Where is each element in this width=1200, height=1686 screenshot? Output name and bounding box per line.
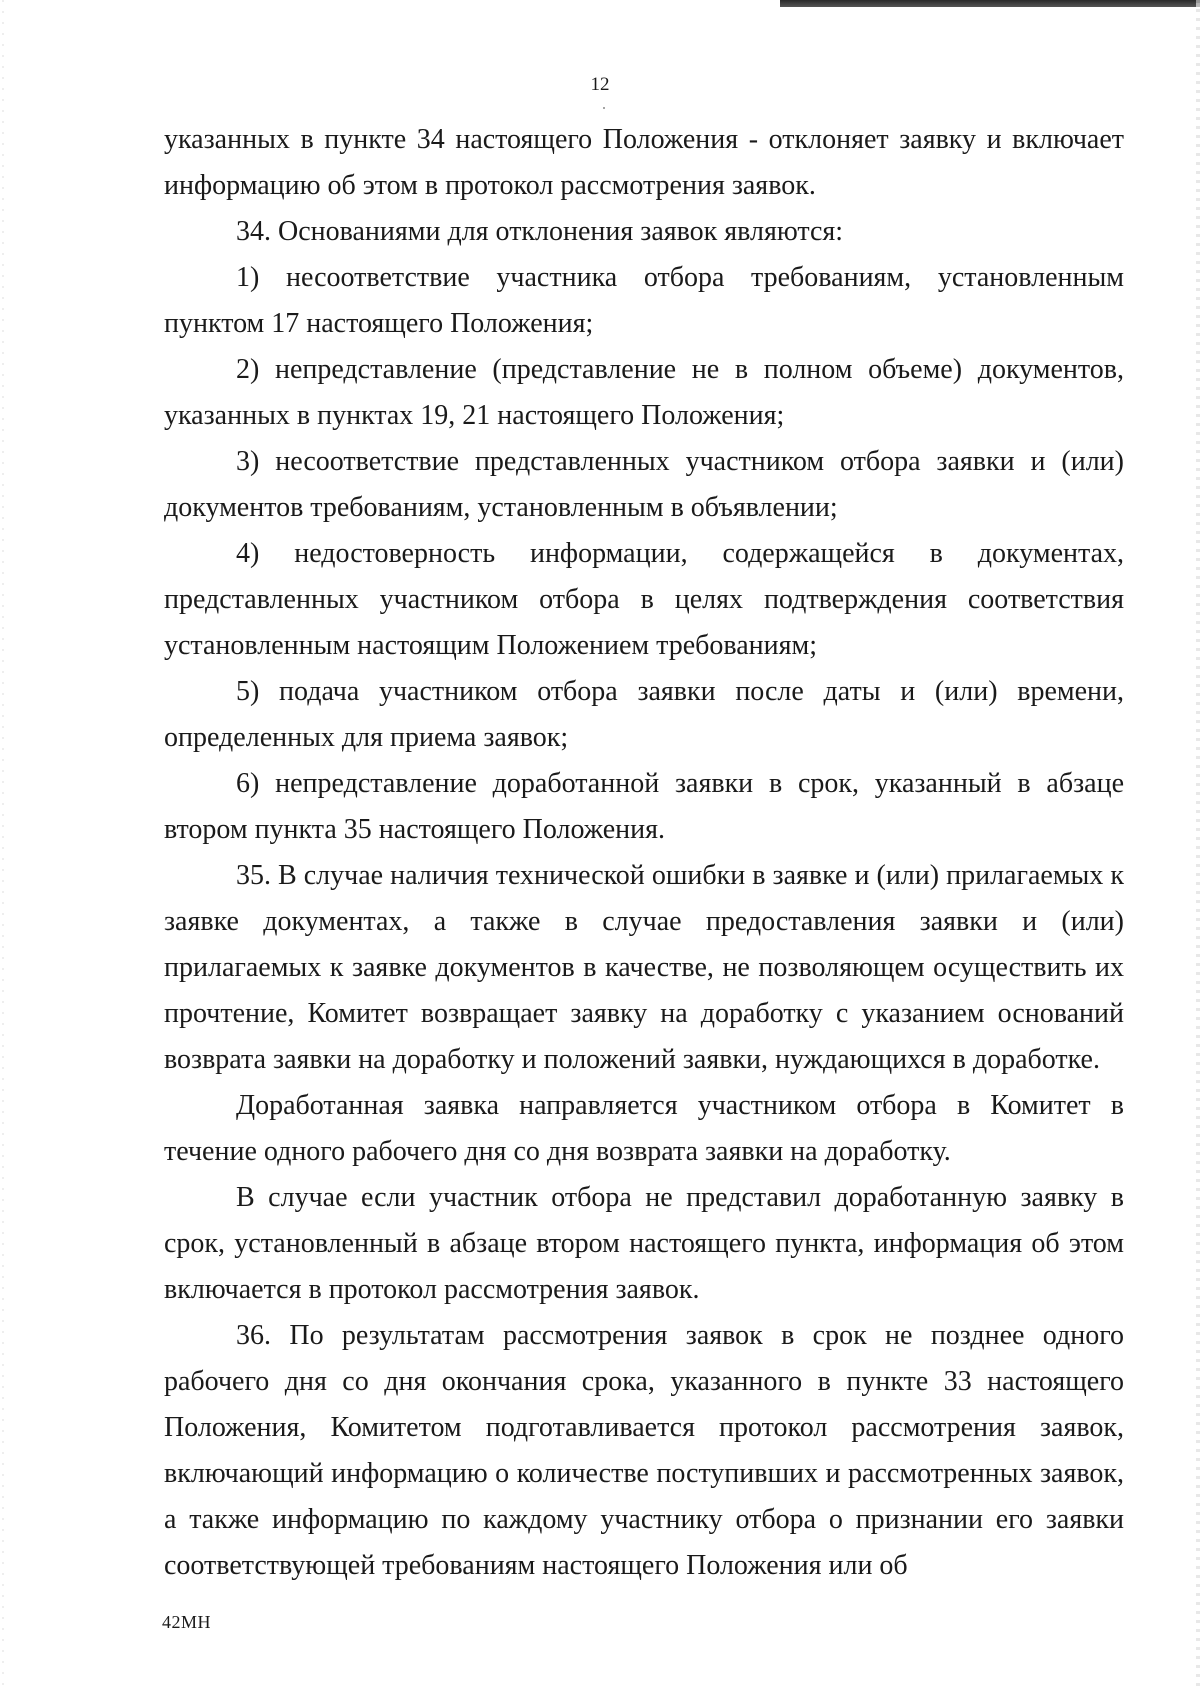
footer-code: 42МН <box>162 1612 212 1632</box>
paragraph: 34. Основаниями для отклонения заявок являются: <box>236 216 844 247</box>
paragraph: 3) несоответствие представленных участником отбора заявки и (или) документов требованиям, установленным в объявлении; <box>164 446 1124 523</box>
paragraph: 5) подача участником отбора заявки после даты и (или) времени, определенных для приема заявок; <box>164 676 1124 753</box>
paragraph: 4) недостоверность информации, содержащейся в документах, представленных участником отбора в целях подтверждения соответствия установленным настоящим Положением требованиям; <box>164 538 1124 661</box>
paragraph: 35. В случае наличия технической ошибки в заявке и (или) прилагаемых к заявке документах, а также в случае предоставления заявки и (или) прилагаемых к заявке документов в качестве, не позволяющем осуществить их прочтение, Комитет возвращает заявку на доработку с указанием оснований возврата заявки на доработку и положений заявки, нуждающихся в доработке. <box>164 860 1124 1075</box>
paragraph: указанных в пункте 34 настоящего Положения - отклоняет заявку и включает информацию об этом в протокол рассмотрения заявок. <box>164 124 1124 201</box>
scan-edge-right <box>1196 0 1200 1686</box>
document-body <box>164 117 1124 1589</box>
paragraph: 36. По результатам рассмотрения заявок в срок не позднее одного рабочего дня со дня окончания срока, указанного в пункте 33 настоящего Положения, Комитетом подготавливается протокол рассмотрения заявок, включающий информацию о количестве поступивших и рассмотренных заявок, а также информацию по каждому участнику отбора о признании его заявки соответствующей требованиям настоящего Положения или об <box>164 1320 1124 1581</box>
paragraph: В случае если участник отбора не представил доработанную заявку в срок, установленный в абзаце втором настоящего пункта, информация об этом включается в протокол рассмотрения заявок. <box>164 1182 1124 1305</box>
scan-edge-left <box>2 0 4 1686</box>
scan-speck <box>603 107 605 109</box>
page-number: 12 <box>590 74 610 95</box>
paragraph: 6) непредставление доработанной заявки в срок, указанный в абзаце втором пункта 35 настоящего Положения. <box>164 768 1124 845</box>
paragraph: 1) несоответствие участника отбора требованиям, установленным пунктом 17 настоящего Положения; <box>164 262 1124 339</box>
paragraph: 2) непредставление (представление не в полном объеме) документов, указанных в пунктах 19, 21 настоящего Положения; <box>164 354 1124 431</box>
paragraph: Доработанная заявка направляется участником отбора в Комитет в течение одного рабочего дня со дня возврата заявки на доработку. <box>164 1090 1124 1167</box>
scan-edge-bar <box>780 0 1200 7</box>
